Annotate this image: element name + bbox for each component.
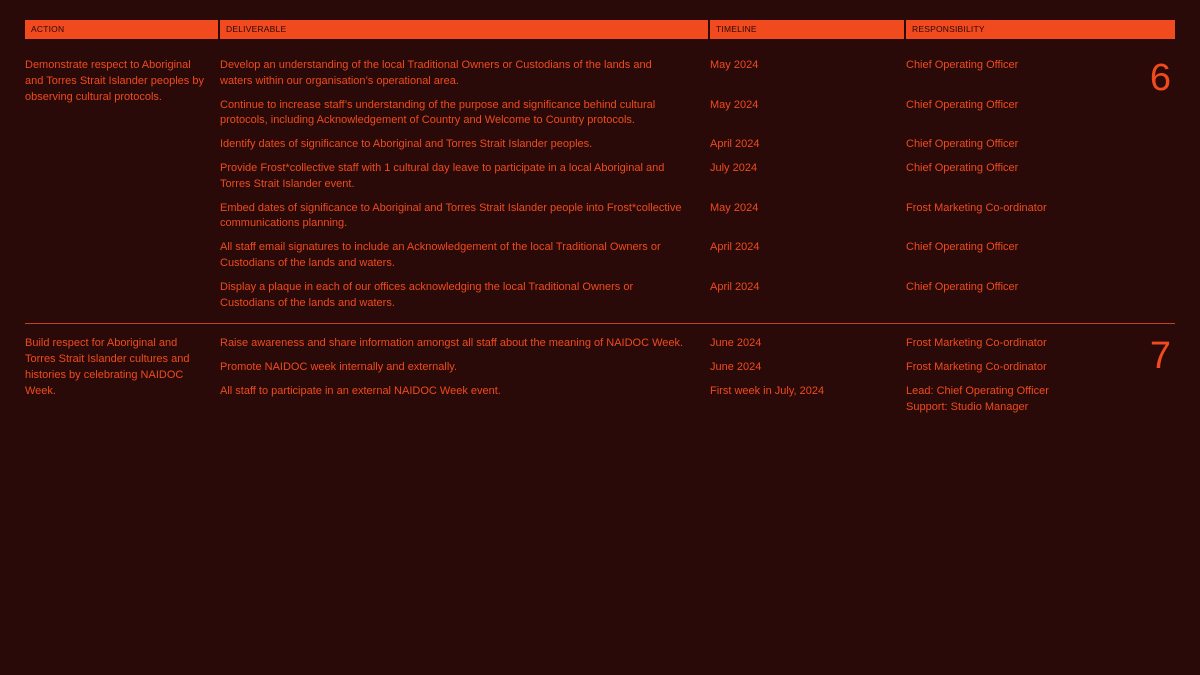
deliverable-text: Promote NAIDOC week internally and externally. (220, 361, 458, 374)
table-row (220, 280, 1175, 312)
responsibility-text: Chief Operating Officer (906, 98, 1019, 111)
responsibility-text: Chief Operating Officer (906, 161, 1019, 174)
section-number: 7 (1149, 335, 1171, 378)
table-row (220, 161, 1175, 193)
table-row (220, 201, 1175, 233)
deliverable-text: Raise awareness and share information amongst all staff about the meaning of NAIDOC Week. (220, 337, 684, 350)
responsibility-text: Frost Marketing Co-ordinator (906, 201, 1047, 214)
responsibility-text: Chief Operating Officer (906, 138, 1019, 151)
timeline-text: May 2024 (710, 59, 759, 71)
responsibility-text: Chief Operating Officer (906, 280, 1019, 293)
deliverable-rows (220, 58, 1175, 311)
table-row (220, 360, 1175, 376)
deliverable-text: Embed dates of significance to Aboriginal and Torres Strait Islander people into Frost*collective communications planning. (220, 201, 682, 230)
responsibility-text: Lead: Chief Operating Officer Support: Studio Manager (906, 384, 1049, 413)
deliverable-text: Develop an understanding of the local Traditional Owners or Custodians of the lands and waters within our organisation’s operational area. (220, 59, 652, 87)
timeline-text: May 2024 (710, 98, 759, 111)
section-number: 6 (1149, 57, 1171, 99)
responsibility-text: Chief Operating Officer (906, 59, 1019, 71)
timeline-text: July 2024 (710, 161, 758, 174)
table-row (220, 384, 1175, 416)
header-responsibility: RESPONSIBILITY (906, 20, 1175, 39)
deliverable-text: Display a plaque in each of our offices acknowledging the local Traditional Owners or Custodians of the lands and waters. (220, 280, 634, 309)
deliverable-text: Continue to increase staff’s understanding of the purpose and significance behind cultural protocols, including Acknowledgement of Country and Welcome to Country protocols. (220, 98, 656, 127)
table-row (220, 58, 1175, 90)
deliverable-text: All staff to participate in an external NAIDOC Week event. (220, 384, 501, 397)
table-row (220, 240, 1175, 272)
header-action: ACTION (25, 20, 218, 39)
deliverable-rows (220, 336, 1175, 423)
responsibility-text: Frost Marketing Co-ordinator (906, 337, 1047, 350)
timeline-text: June 2024 (710, 361, 762, 374)
responsibility-text: Frost Marketing Co-ordinator (906, 361, 1047, 374)
timeline-text: April 2024 (710, 280, 760, 293)
deliverable-text: All staff email signatures to include an Acknowledgement of the local Traditional Owners or Custodians of the lands and waters. (220, 241, 661, 269)
timeline-text: First week in July, 2024 (710, 384, 825, 397)
timeline-text: April 2024 (710, 138, 760, 151)
rap-table (25, 20, 1175, 424)
deliverable-text: Identify dates of significance to Aboriginal and Torres Strait Islander peoples. (220, 138, 593, 151)
section-6 (25, 58, 1175, 311)
timeline-text: May 2024 (710, 201, 759, 214)
table-row (220, 137, 1175, 153)
responsibility-text: Chief Operating Officer (906, 241, 1019, 254)
table-header (25, 20, 1175, 39)
table-row (220, 98, 1175, 130)
timeline-text: April 2024 (710, 241, 760, 254)
header-timeline: TIMELINE (710, 20, 904, 39)
header-deliverable: DELIVERABLE (220, 20, 708, 39)
deliverable-text: Provide Frost*collective staff with 1 cultural day leave to participate in a local Aboriginal and Torres Strait Islander event. (220, 161, 665, 190)
section-7 (25, 324, 1175, 423)
action-text: Build respect for Aboriginal and Torres Strait Islander cultures and histories by celebrating NAIDOC Week. (25, 337, 190, 397)
action-text: Demonstrate respect to Aboriginal and Torres Strait Islander peoples by observing cultural protocols. (25, 59, 204, 103)
table-row (220, 336, 1175, 352)
timeline-text: June 2024 (710, 337, 762, 350)
